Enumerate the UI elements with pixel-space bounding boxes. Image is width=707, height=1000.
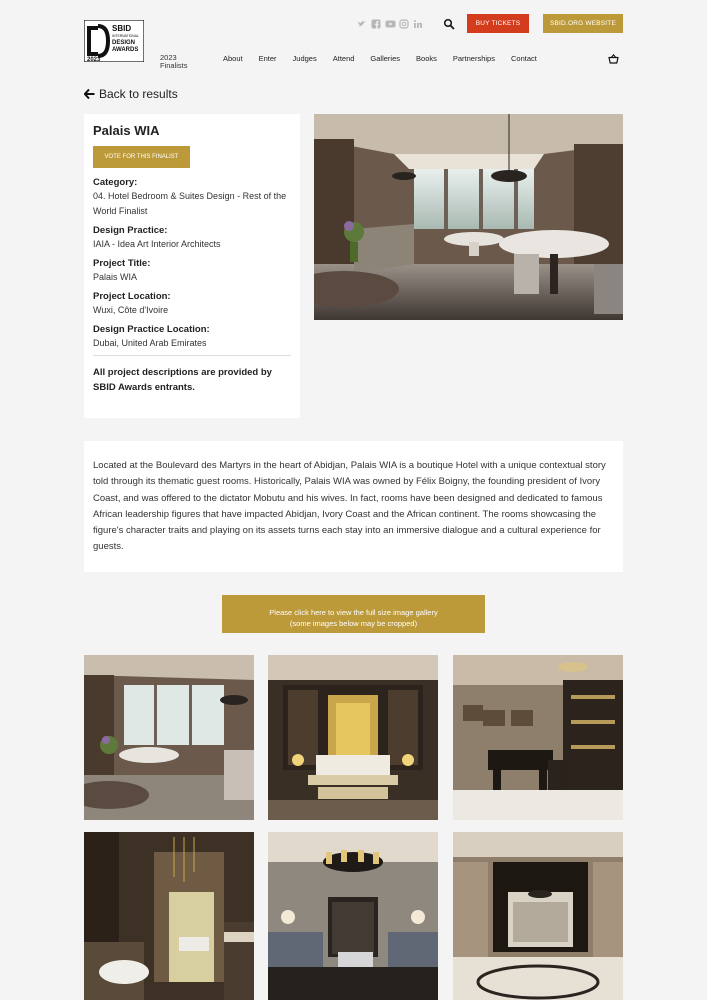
- field-value: Dubai, United Arab Emirates: [93, 338, 207, 348]
- sbid-logo[interactable]: [84, 20, 144, 62]
- field-value: IAIA - Idea Art Interior Architects: [93, 239, 221, 249]
- field-label: Category:: [93, 177, 138, 188]
- buy-tickets-button[interactable]: BUY TICKETS: [467, 14, 529, 33]
- field-label: Design Practice:: [93, 225, 168, 236]
- main-nav: [223, 54, 537, 63]
- field-label: Design Practice Location:: [93, 324, 210, 335]
- gallery-thumbnail[interactable]: [84, 832, 254, 1000]
- nav-judges[interactable]: Judges: [292, 54, 317, 63]
- logo-year: 2023: [87, 57, 101, 62]
- field-practice-location: [93, 324, 291, 351]
- gallery-button-line1: Please click here to view the full size image gallery: [269, 607, 438, 617]
- nav-enter[interactable]: Enter: [258, 54, 277, 63]
- field-project-title: [93, 258, 291, 285]
- field-label: Project Location:: [93, 291, 171, 302]
- divider: [93, 355, 291, 356]
- basket-icon[interactable]: [608, 54, 619, 64]
- gallery-thumbnail[interactable]: [268, 655, 438, 820]
- arrow-left-icon: [84, 89, 95, 99]
- nav-attend[interactable]: Attend: [332, 54, 355, 63]
- linkedin-icon[interactable]: [413, 19, 423, 29]
- disclaimer: All project descriptions are provided by SBID Awards entrants.: [93, 367, 272, 393]
- back-to-results-link[interactable]: [84, 87, 178, 101]
- logo-sbid: SBID: [112, 24, 132, 33]
- gallery-thumbnail[interactable]: [84, 655, 254, 820]
- gallery-thumbnail[interactable]: [453, 655, 623, 820]
- youtube-icon[interactable]: [385, 19, 395, 29]
- logo-design: DESIGN: [112, 40, 136, 46]
- nav-contact[interactable]: Contact: [510, 54, 537, 63]
- field-project-location: [93, 291, 291, 318]
- edition-finalists: Finalists: [160, 61, 188, 70]
- field-value: Palais WIA: [93, 272, 138, 282]
- facebook-icon[interactable]: [371, 19, 381, 29]
- nav-books[interactable]: Books: [416, 54, 437, 63]
- search-icon[interactable]: [443, 18, 455, 30]
- gallery-thumbnail[interactable]: [453, 832, 623, 1000]
- edition-year: 2023: [160, 53, 177, 62]
- field-value: 04. Hotel Bedroom & Suites Design - Rest of the World Finalist: [93, 191, 287, 216]
- social-links: [357, 19, 423, 29]
- view-gallery-button[interactable]: [222, 595, 485, 633]
- field-design-practice: [93, 225, 291, 252]
- field-value: Wuxi, Côte d'Ivoire: [93, 305, 169, 315]
- field-category: [93, 177, 291, 219]
- project-description: Located at the Boulevard des Martyrs in the heart of Abidjan, Palais WIA is a boutique Hotel with a unique contextual story told through its thematic guest rooms. Historically, Palais WIA was owned by Félix Boigny, the founding president of Ivory Coast, and was offered to the dictator Mobutu and his wives. In fact, rooms have been designed and dedicated to famous African leadership figures that have impacted Abidjan, Ivory Coast and the African continent. The rooms showcasing the figure's character traits and playing on its assets turns each stay into an immersive dialogue and a cultural experience for guests.: [84, 441, 623, 572]
- sbid-website-button[interactable]: SBID.ORG WEBSITE: [543, 14, 623, 33]
- nav-galleries[interactable]: Galleries: [370, 54, 401, 63]
- hero-image[interactable]: [314, 114, 623, 320]
- field-label: Project Title:: [93, 258, 151, 269]
- gallery-button-line2: (some images below may be cropped): [289, 618, 418, 628]
- nav-about[interactable]: About: [223, 54, 243, 63]
- twitter-icon[interactable]: [357, 19, 367, 29]
- back-link-label: Back to results: [99, 87, 178, 101]
- instagram-icon[interactable]: [399, 19, 409, 29]
- project-title: Palais WIA: [93, 123, 160, 138]
- vote-button[interactable]: VOTE FOR THIS FINALIST: [93, 146, 190, 168]
- gallery-thumbnail[interactable]: [268, 832, 438, 1000]
- edition-label: [160, 54, 188, 70]
- logo-international: INTERNATIONAL: [112, 34, 139, 38]
- nav-partnerships[interactable]: Partnerships: [452, 54, 495, 63]
- logo-awards: AWARDS: [112, 47, 139, 53]
- project-info-panel: [84, 114, 300, 418]
